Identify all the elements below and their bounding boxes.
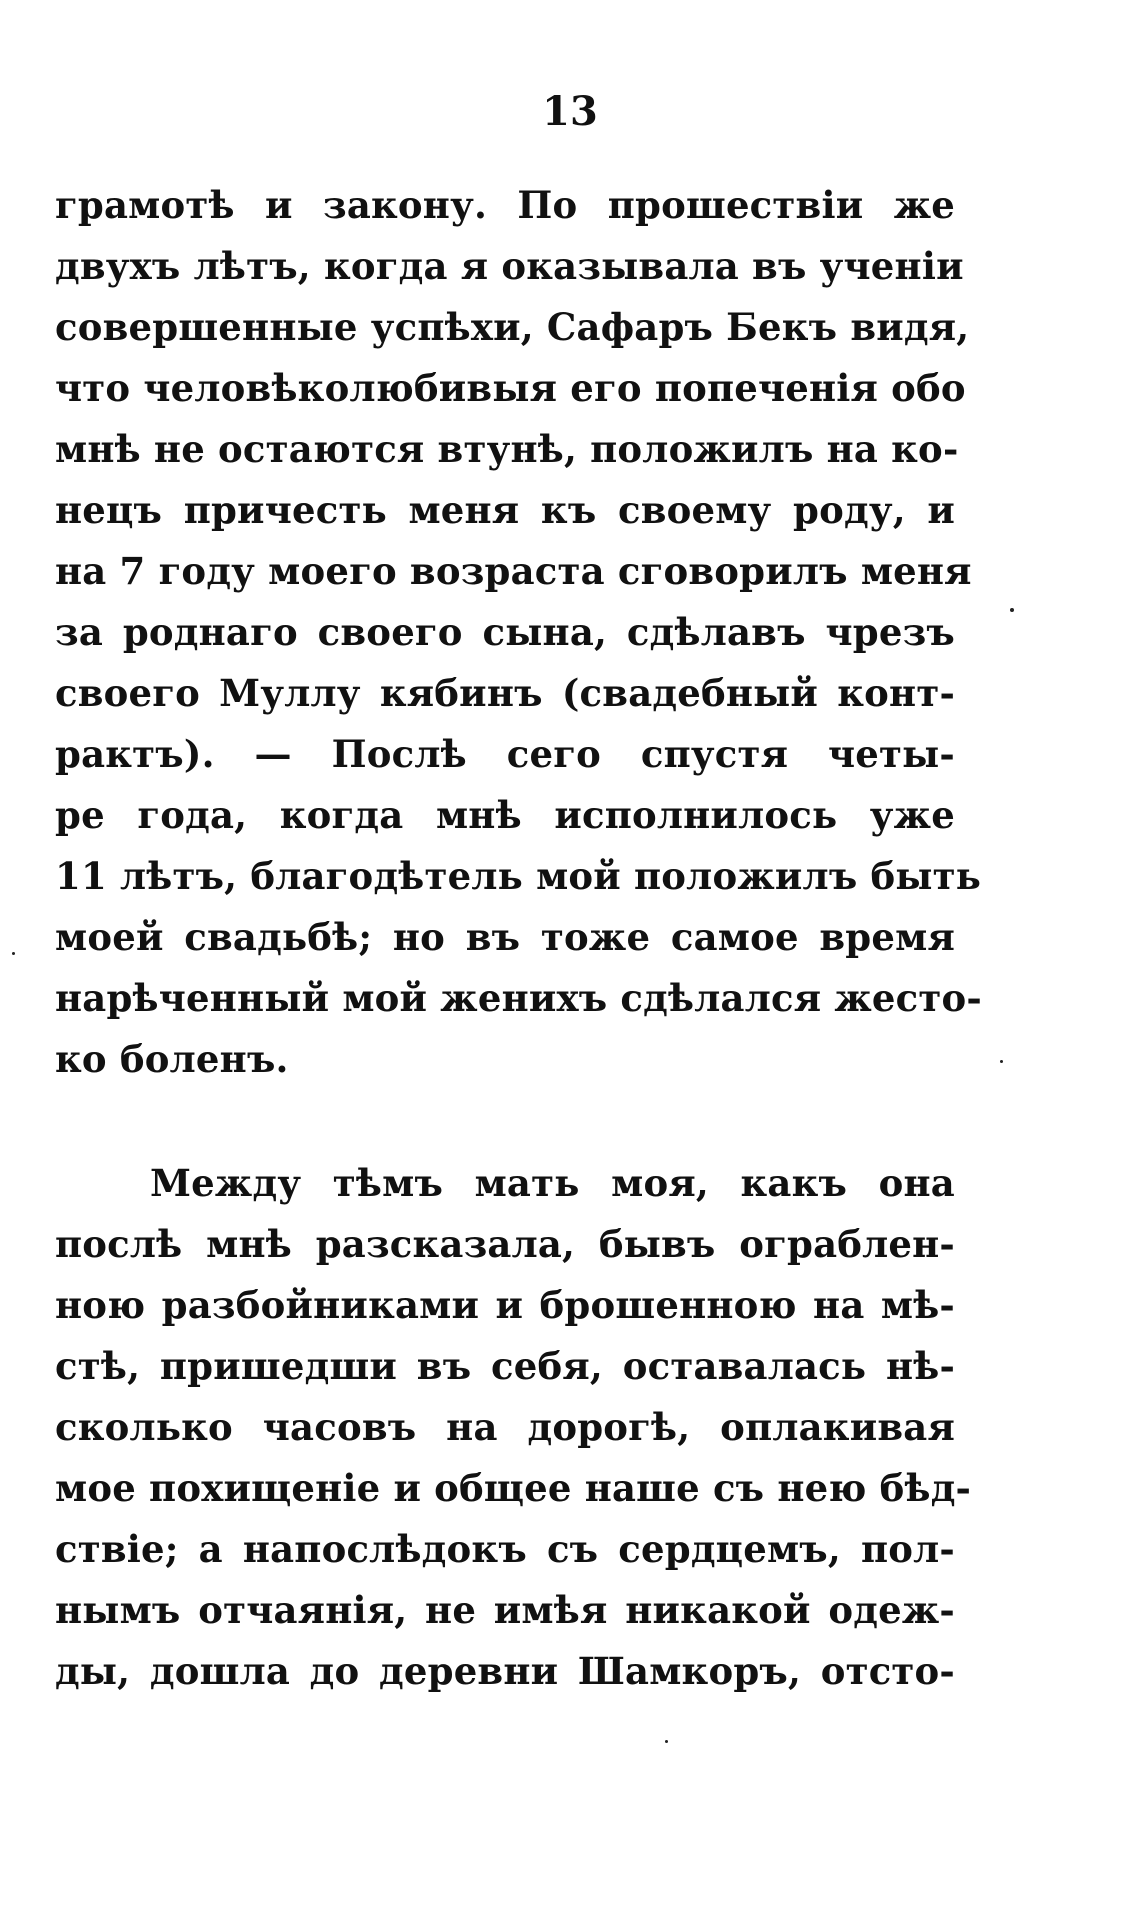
text-line: сколько часовъ на дорогѣ, оплакивая xyxy=(55,1405,955,1449)
text-line: на 7 году моего возраста сговорилъ меня xyxy=(55,549,972,593)
text-line: ною разбойниками и брошенною на мѣ- xyxy=(55,1283,955,1327)
text-line: мое похищеніе и общее наше съ нею бѣд- xyxy=(55,1466,972,1510)
text-line: ствіе; а напослѣдокъ съ сердцемъ, пол- xyxy=(55,1527,955,1571)
print-speck xyxy=(1000,1060,1003,1063)
text-line: моей свадьбѣ; но въ тоже самое время xyxy=(55,915,955,959)
text-line: двухъ лѣтъ, когда я оказывала въ ученіи xyxy=(55,244,964,288)
text-line: нецъ причесть меня къ своему роду, и xyxy=(55,488,955,532)
text-line: совершенные успѣхи, Сафаръ Бекъ видя, xyxy=(55,305,970,349)
text-line: послѣ мнѣ разсказала, бывъ ограблен- xyxy=(55,1222,955,1266)
print-speck xyxy=(665,1740,668,1743)
text-line: нарѣченный мой женихъ сдѣлался жесто- xyxy=(55,976,982,1020)
text-line: Между тѣмъ мать моя, какъ она xyxy=(150,1161,955,1205)
text-line: ды, дошла до деревни Шамкоръ, отсто- xyxy=(55,1649,955,1693)
text-line: грамотѣ и закону. По прошествіи же xyxy=(55,183,955,227)
text-line: стѣ, пришедши въ себя, оставалась нѣ- xyxy=(55,1344,955,1388)
text-line: ре года, когда мнѣ исполнилось уже xyxy=(55,793,955,837)
text-line: мнѣ не остаются втунѣ, положилъ на ко- xyxy=(55,427,959,471)
text-line: 11 лѣтъ, благодѣтель мой положилъ быть xyxy=(55,854,982,898)
page-number: 13 xyxy=(542,88,598,135)
print-speck xyxy=(1010,608,1014,612)
text-line: рактъ). — Послѣ сего спустя четы- xyxy=(55,732,955,776)
text-line: ко боленъ. xyxy=(55,1037,289,1081)
text-line: своего Муллу кябинъ (свадебный конт- xyxy=(55,671,955,715)
text-line: нымъ отчаянія, не имѣя никакой одеж- xyxy=(55,1588,955,1632)
text-line: что человѣколюбивыя его попеченія обо xyxy=(55,366,966,410)
print-speck xyxy=(12,952,15,955)
text-line: за роднаго своего сына, сдѣлавъ чрезъ xyxy=(55,610,955,654)
